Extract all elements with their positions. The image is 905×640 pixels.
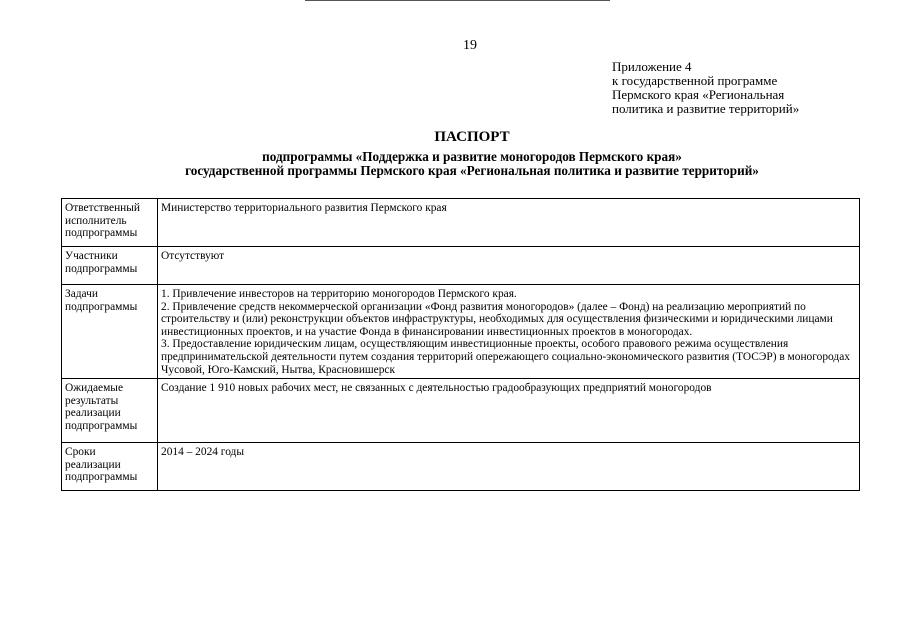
top-scan-edge xyxy=(305,0,610,1)
page-number: 19 xyxy=(463,38,477,53)
task-item: 2. Привлечение средств некоммерческой организации «Фонд развития моногородов» (далее – Фонд) на реализацию мероприятий по строительству и (или) реконструкции объектов инфраструктуры, необходимых для осуществления физическими и юридическими лицами инвестиционных проектов, и на участие Фонда в финансировании инвестиционных проектов в моногородах. xyxy=(161,300,833,338)
table-row xyxy=(62,285,860,379)
table-row xyxy=(62,199,860,247)
row-value: Создание 1 910 новых рабочих мест, не связанных с деятельностью градообразующих предприятий моногородов xyxy=(158,379,860,443)
subtitle-line-1: подпрограммы «Поддержка и развитие моногородов Пермского края» xyxy=(262,149,682,164)
row-label: Ожидаемые результаты реализации подпрограммы xyxy=(62,379,158,443)
row-value: Отсутствуют xyxy=(158,247,860,285)
appendix-line: Пермского края «Региональная xyxy=(612,87,785,102)
task-item: 3. Предоставление юридическим лицам, осуществляющим инвестиционные проекты, особого правового режима осуществления предпринимательской деятельности путем создания территорий опережающего социально-экономического развития (ТОСЭР) в моногородах Чусовой, Юго-Камский, Нытва, Красновишерск xyxy=(161,338,850,376)
appendix-line: Приложение 4 xyxy=(612,59,692,74)
task-item: 1. Привлечение инвесторов на территорию моногородов Пермского края. xyxy=(161,288,517,300)
appendix-line: политика и развитие территорий» xyxy=(612,101,800,116)
row-value: 2014 – 2024 годы xyxy=(158,443,860,491)
table-row xyxy=(62,247,860,285)
table-row xyxy=(62,443,860,491)
row-value: Министерство территориального развития Пермского края xyxy=(158,199,860,247)
row-value-tasks xyxy=(158,285,860,379)
row-label: Участники подпрограммы xyxy=(62,247,158,285)
appendix-line: к государственной программе xyxy=(612,73,778,88)
row-label: Ответственный исполнитель подпрограммы xyxy=(62,199,158,247)
document-title: ПАСПОРТ xyxy=(434,129,510,145)
row-label: Задачи подпрограммы xyxy=(62,285,158,379)
table-row xyxy=(62,379,860,443)
appendix-note xyxy=(612,60,799,116)
subtitle-line-2: государственной программы Пермского края «Региональная политика и развитие территорий» xyxy=(185,163,759,178)
row-label: Сроки реализации подпрограммы xyxy=(62,443,158,491)
document-subtitle xyxy=(0,150,905,178)
passport-table xyxy=(61,198,860,491)
